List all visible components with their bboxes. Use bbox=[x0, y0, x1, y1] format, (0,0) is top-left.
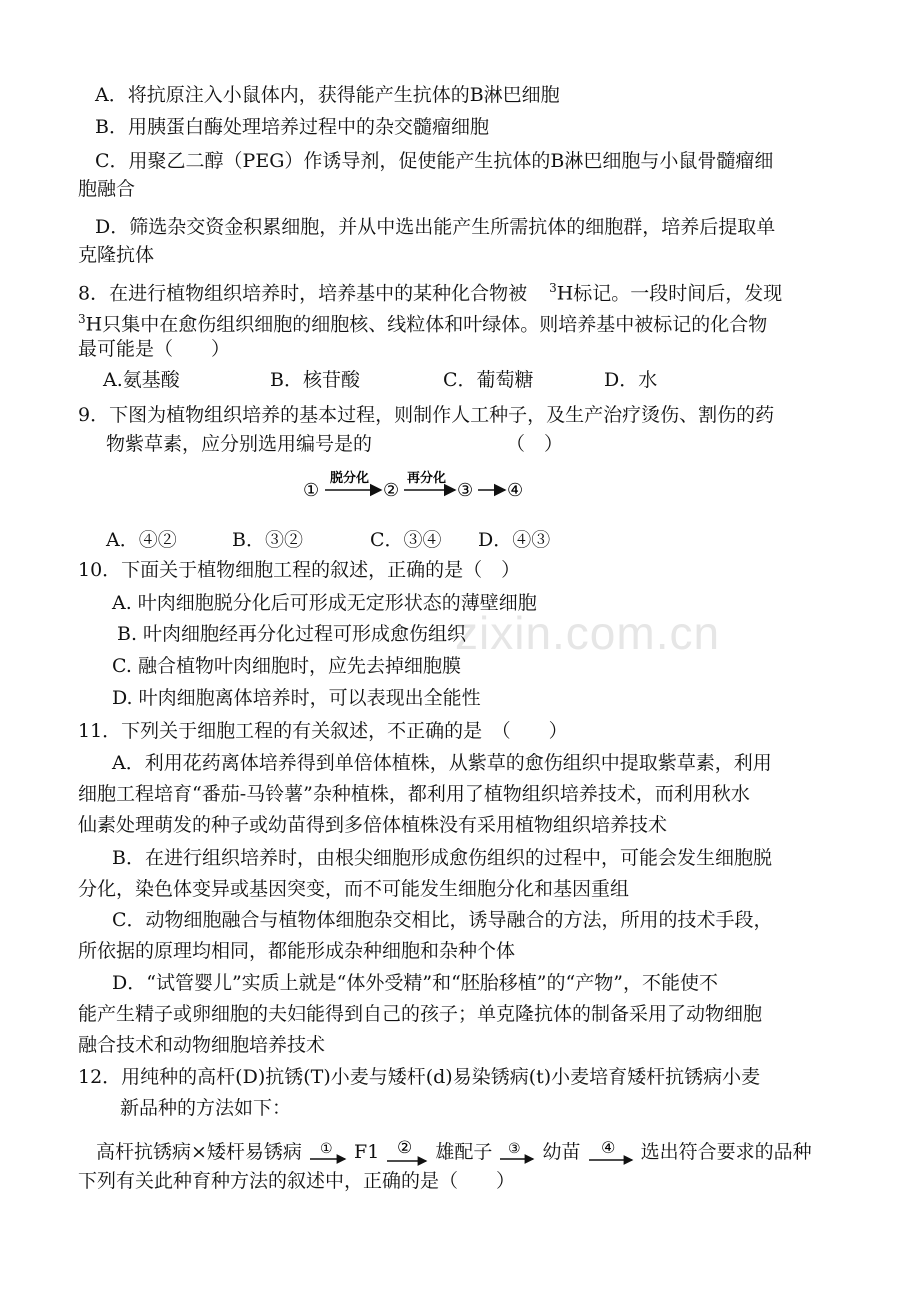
q11-text-line1: A．利用花药离体培养得到单倍体植株，从紫草的愈伤组织中提取紫草素，利用 bbox=[112, 752, 772, 774]
q7-option-b: B．用胰蛋白酶处理培养过程中的杂交髓瘤细胞 bbox=[95, 116, 489, 138]
tissue-culture-flow-diagram bbox=[303, 470, 533, 510]
q9-stem-line1: 9．下图为植物组织培养的基本过程，则制作人工种子，及生产治疗烫伤、割伤的药 bbox=[78, 404, 775, 426]
q9-option-a: A．④② bbox=[106, 529, 177, 551]
scheme-start: 高杆抗锈病×矮杆易锈病 bbox=[96, 1141, 302, 1163]
scheme-arrow-2 bbox=[385, 1139, 429, 1167]
q11-text-line5: 分化，染色体变异或基因突变，而不可能发生细胞分化和基因重组 bbox=[78, 878, 630, 900]
scheme-step-3: ③ bbox=[508, 1141, 522, 1157]
q11-text-line4: B．在进行组织培养时，由根尖细胞形成愈伤组织的过程中，可能会发生细胞脱 bbox=[112, 847, 772, 869]
q11-text-line3: 仙素处理萌发的种子或幼苗得到多倍体植株没有采用植物组织培养技术 bbox=[78, 814, 668, 836]
q8-option-d: D．水 bbox=[604, 369, 658, 391]
q12-stem-line1: 12．用纯种的高杆(D)抗锈(T)小麦与矮杆(d)易染锈病(t)小麦培育矮杆抗锈病小麦 bbox=[78, 1066, 761, 1088]
q11-text-line8: D．“试管婴儿”实质上就是“体外受精”和“胚胎移植”的“产物”，不能使不 bbox=[112, 972, 718, 994]
q11-text-line7: 所依据的原理均相同，都能形成杂种细胞和杂种个体 bbox=[78, 940, 516, 962]
q12-stem-line2: 新品种的方法如下： bbox=[120, 1097, 292, 1119]
q7-option-d-cont: 克隆抗体 bbox=[78, 244, 155, 266]
q7-option-c-cont: 胞融合 bbox=[78, 178, 136, 200]
q10-option-a: A. 叶肉细胞脱分化后可形成无定形状态的薄壁细胞 bbox=[112, 592, 537, 614]
q8-line1-sup: 3 bbox=[549, 281, 557, 295]
scheme-step-4: ④ bbox=[600, 1140, 615, 1157]
q10-stem: 10．下面关于植物细胞工程的叙述，正确的是（ ） bbox=[78, 559, 521, 581]
q7-option-d: D．筛选杂交资金积累细胞，并从中选出能产生所需抗体的细胞群，培养后提取单 bbox=[95, 216, 776, 238]
scheme-seedling: 幼苗 bbox=[542, 1141, 581, 1163]
scheme-arrow-4 bbox=[587, 1140, 635, 1166]
q10-option-b: B. 叶肉细胞经再分化过程可形成愈伤组织 bbox=[117, 623, 467, 645]
scheme-arrow-1 bbox=[308, 1141, 348, 1165]
flow-node-3: ③ bbox=[457, 480, 474, 501]
q8-line2-after: H只集中在愈伤组织细胞的细胞核、线粒体和叶绿体。则培养基中被标记的化合物 bbox=[85, 313, 768, 336]
flow-node-4: ④ bbox=[507, 480, 524, 501]
q8-stem-line3: 最可能是（ ） bbox=[78, 338, 231, 360]
scheme-arrow-3 bbox=[498, 1141, 536, 1165]
q11-text-line9: 能产生精子或卵细胞的夫妇能得到自己的孩子；单克隆抗体的制备采用了动物细胞 bbox=[78, 1003, 763, 1025]
scheme-step-2: ② bbox=[397, 1139, 413, 1158]
q8-stem-line1 bbox=[78, 275, 782, 306]
q11-text-line10: 融合技术和动物细胞培养技术 bbox=[78, 1034, 326, 1056]
q8-option-c: C．葡萄糖 bbox=[443, 369, 534, 391]
scheme-step-1: ① bbox=[319, 1141, 333, 1157]
flow-node-1: ① bbox=[303, 480, 320, 501]
scheme-f1: F1 bbox=[354, 1141, 380, 1163]
flow-label-dedifferentiation: 脱分化 bbox=[330, 471, 370, 486]
q8-line1-after: H标记。一段时间后，发现 bbox=[556, 282, 783, 305]
q7-option-c: C．用聚乙二醇（PEG）作诱导剂，促使能产生抗体的B淋巴细胞与小鼠骨髓瘤细 bbox=[95, 150, 774, 172]
watermark: zixin.com.cn bbox=[455, 607, 721, 659]
q11-text-line2: 细胞工程培育“番茄-马铃薯”杂种植株，都利用了植物组织培养技术，而利用秋水 bbox=[78, 783, 750, 805]
q9-option-b: B．③② bbox=[232, 529, 303, 551]
q11-text-line6: C．动物细胞融合与植物体细胞杂交相比，诱导融合的方法，所用的技术手段， bbox=[112, 909, 773, 931]
q8-line2-sup: 3 bbox=[78, 312, 86, 326]
q10-option-d: D. 叶肉细胞离体培养时，可以表现出全能性 bbox=[112, 687, 481, 709]
q9-option-c: C．③④ bbox=[370, 529, 442, 551]
q10-option-c: C. 融合植物叶肉细胞时，应先去掉细胞膜 bbox=[112, 655, 461, 677]
q11-stem: 11．下列关于细胞工程的有关叙述，不正确的是 （ ） bbox=[78, 720, 568, 742]
flow-node-2: ② bbox=[383, 480, 400, 501]
q7-option-a: A．将抗原注入小鼠体内，获得能产生抗体的B淋巴细胞 bbox=[95, 84, 560, 106]
breeding-scheme bbox=[96, 1139, 812, 1167]
q9-stem-line2: 物紫草素，应分别选用编号是的 bbox=[106, 433, 373, 455]
q8-stem-line2 bbox=[78, 306, 767, 337]
scheme-select: 选出符合要求的品种 bbox=[640, 1141, 812, 1163]
q9-bracket: （ ） bbox=[506, 433, 564, 455]
q8-line1-before: 8．在进行植物组织培养时，培养基中的某种化合物被 bbox=[78, 282, 528, 305]
q8-option-b: B．核苷酸 bbox=[270, 369, 360, 391]
q9-option-d: D．④③ bbox=[478, 529, 551, 551]
flow-label-redifferentiation: 再分化 bbox=[407, 471, 447, 486]
scheme-male-gamete: 雄配子 bbox=[435, 1141, 493, 1163]
q8-option-a: A.氨基酸 bbox=[103, 369, 180, 391]
q12-stem-line3: 下列有关此种育种方法的叙述中，正确的是（ ） bbox=[78, 1170, 516, 1192]
